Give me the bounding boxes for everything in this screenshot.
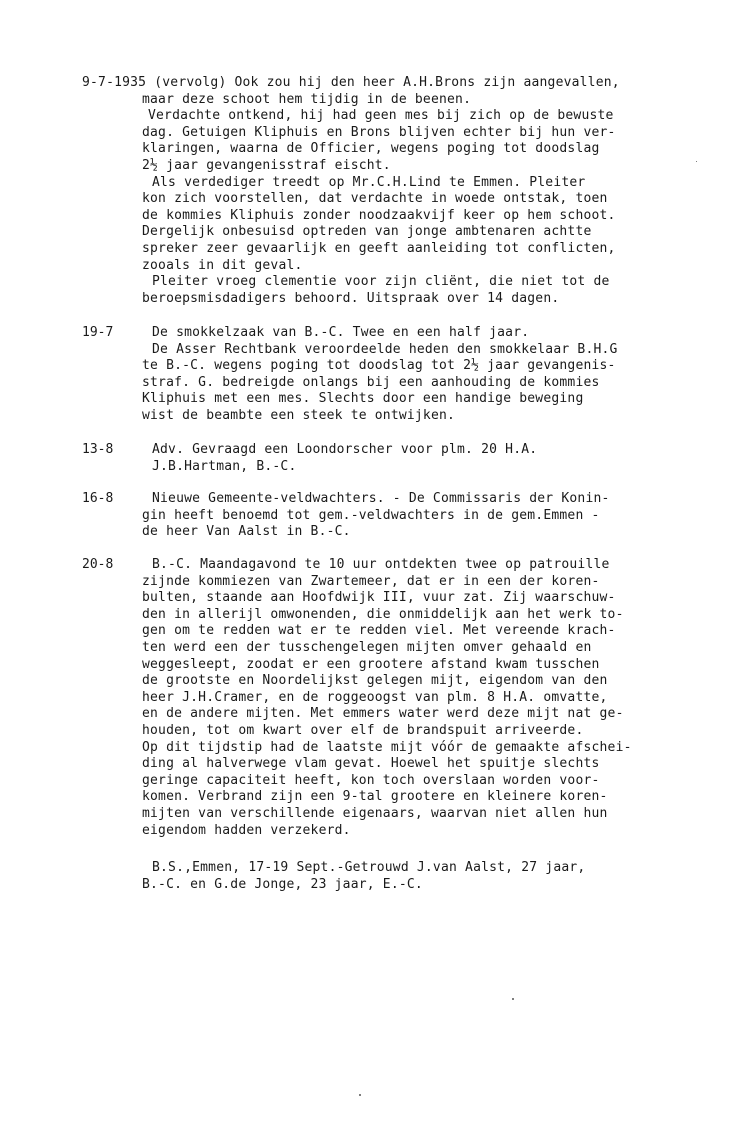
text-line: ten werd een der tusschengelegen mijten omver gehaald en: [142, 640, 592, 655]
text-line: Kliphuis met een mes. Slechts door een handige beweging: [142, 391, 584, 407]
text-line: 9-7-1935 (vervolg) Ook zou hij den heer A.H.Brons zijn aangevallen,: [82, 75, 620, 90]
text-line: maar deze schoot hem tijdig in de beenen.: [142, 91, 472, 107]
text-line: geringe capaciteit heeft, kon toch overslaan worden voor-: [142, 772, 600, 788]
text-line: Als verdediger treedt op Mr.C.H.Lind te Emmen. Pleiter: [152, 174, 586, 190]
text-line: zooals in dit geval.: [142, 257, 303, 273]
text-line: straf. G. bedreigde onlangs bij een aanhouding de kommies: [142, 374, 600, 390]
entry-date: 16-8: [82, 491, 114, 506]
text-line: De Asser Rechtbank veroordeelde heden den smokkelaar B.H.G: [152, 341, 618, 357]
text-line: spreker zeer gevaarlijk en geeft aanleiding tot conflicten,: [142, 241, 616, 256]
text-line: en de andere mijten. Met emmers water werd deze mijt nat ge-: [142, 706, 624, 722]
text-line: Pleiter vroeg clementie voor zijn cliënt, die niet tot de: [152, 274, 610, 290]
text-line: gen om te redden wat er te redden viel. Met vereende krach-: [142, 623, 616, 639]
text-line: De smokkelzaak van B.-C. Twee en een half jaar.: [152, 325, 530, 340]
text-line: de grootste en Noordelijkst gelegen mijt, eigendom van den: [142, 673, 608, 689]
text-line: 2½ jaar gevangenisstraf eischt.: [142, 158, 391, 173]
text-line: mijten van verschillende eigenaars, waarvan niet allen hun: [142, 806, 608, 821]
text-line: Dergelijk onbesuisd optreden van jonge ambtenaren achtte: [142, 224, 592, 240]
text-line: Nieuwe Gemeente-veldwachters. - De Commissaris der Konin-: [152, 491, 610, 506]
text-line: dag. Getuigen Kliphuis en Brons blijven echter bij hun ver-: [142, 124, 616, 140]
text-line: te B.-C. wegens poging tot doodslag tot 2½ jaar gevangenis-: [142, 358, 616, 374]
scan-speck: [512, 998, 514, 1000]
text-line: de heer Van Aalst in B.-C.: [142, 524, 351, 540]
text-line: Verdachte ontkend, hij had geen mes bij zich op de bewuste: [148, 108, 614, 124]
entry-date: 20-8: [82, 557, 114, 572]
text-line: beroepsmisdadigers behoord. Uitspraak over 14 dagen.: [142, 290, 560, 306]
text-line: bulten, staande aan Hoofdwijk III, vuur zat. Zij waarschuw-: [142, 590, 616, 606]
text-line: weggesleept, zoodat er een grootere afstand kwam tusschen: [142, 656, 600, 672]
text-line: Op dit tijdstip had de laatste mijt vóór de gemaakte afschei-: [142, 739, 632, 755]
text-line: ding al halverwege vlam gevat. Hoewel het spuitje slechts: [142, 756, 600, 772]
text-line: houden, tot om kwart over elf de brandspuit arriveerde.: [142, 723, 584, 738]
text-line: de kommies Kliphuis zonder noodzaakvijf keer op hem schoot.: [142, 207, 616, 223]
text-line: B.-C. en G.de Jonge, 23 jaar, E.-C.: [142, 876, 423, 892]
text-line: zijnde kommiezen van Zwartemeer, dat er in een der koren-: [142, 573, 600, 589]
text-line: wist de beambte een steek te ontwijken.: [142, 408, 456, 423]
scan-speck: [696, 161, 697, 162]
text-line: klaringen, waarna de Officier, wegens poging tot doodslag: [142, 141, 600, 157]
text-line: Adv. Gevraagd een Loondorscher voor plm. 20 H.A.: [152, 442, 538, 457]
entry-date: 13-8: [82, 442, 114, 457]
text-line: B.S.,Emmen, 17-19 Sept.-Getrouwd J.van Aalst, 27 jaar,: [152, 860, 586, 875]
text-line: B.-C. Maandagavond te 10 uur ontdekten twee op patrouille: [152, 557, 610, 572]
text-line: gin heeft benoemd tot gem.-veldwachters in de gem.Emmen -: [142, 507, 600, 523]
text-line: komen. Verbrand zijn een 9-tal grootere en kleinere koren-: [142, 789, 608, 805]
text-line: eigendom hadden verzekerd.: [142, 822, 351, 838]
text-line: kon zich voorstellen, dat verdachte in woede ontstak, toen: [142, 191, 608, 207]
text-line: heer J.H.Cramer, en de roggeoogst van plm. 8 H.A. omvatte,: [142, 689, 608, 705]
entry-date: 19-7: [82, 325, 114, 340]
text-line: J.B.Hartman, B.-C.: [152, 458, 297, 474]
text-line: den in allerijl omwonenden, die onmiddelijk aan het werk to-: [142, 606, 624, 622]
scan-speck: [359, 1094, 361, 1096]
